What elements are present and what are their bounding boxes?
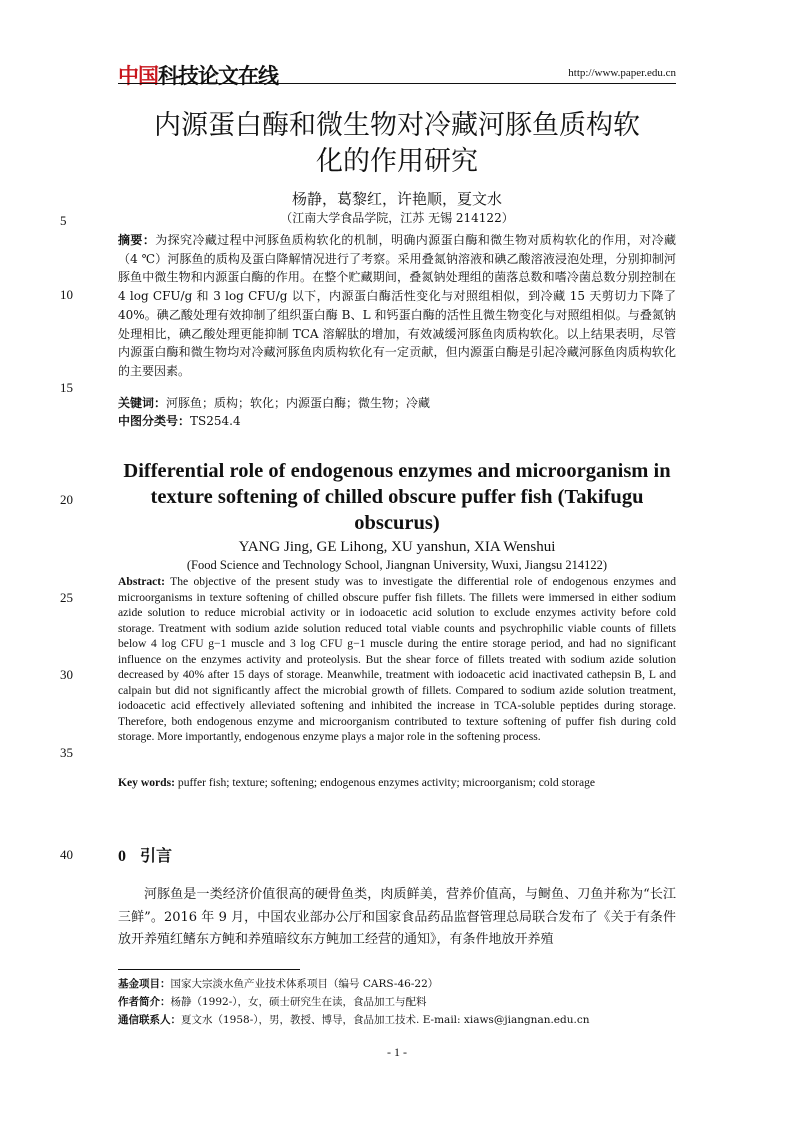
logo-red-text: 中国	[118, 64, 158, 88]
line-number: 25	[60, 590, 73, 605]
line-numbers	[0, 0, 100, 1123]
chinese-abstract	[118, 231, 676, 381]
footnote-divider	[118, 969, 300, 970]
chinese-keywords-label: 关键词：	[118, 396, 167, 410]
chinese-abstract-label: 摘要：	[118, 233, 156, 247]
line-number: 20	[60, 492, 73, 507]
line-number: 15	[60, 380, 73, 395]
footnote-contact	[118, 1011, 676, 1029]
chinese-title-line1: 内源蛋白酶和微生物对冷藏河豚鱼质构软	[154, 110, 640, 141]
fund-label: 基金项目：	[118, 978, 171, 990]
section-heading-introduction	[118, 843, 172, 866]
chinese-keywords-text: 河豚鱼；质构；软化；内源蛋白酶；微生物；冷藏	[166, 396, 431, 410]
classification-number	[118, 412, 676, 430]
header-divider	[118, 83, 676, 84]
english-affiliation: (Food Science and Technology School, Jiangnan University, Wuxi, Jiangsu 214122)	[186, 558, 608, 572]
english-abstract-text: The objective of the present study was to investigate the differential role of endogenous enzymes and microorganisms in texture softening of chilled obscure puffer fish fillets. The fillets were immersed in either sodium azide solution to reduce microbial activity or in iodoacetic acid solution to exclude enzymes activity before cold storage. Treatment with sodium azide solution reduced total viable counts and psychrophilic viable counts of fillets below 4 log CFU g−1 muscle and 3 log CFU g−1 muscle during the entire storage period, and had no significant influence on the enzymes activity and proteolysis. But the shear force of fillets treated with sodium azide solution decreased by 40% after 15 days of storage. Meanwhile, treatment with iodoacetic acid inactivated cathepsin B, L and calpain but did not significantly affect the microbial growth of fillets. Compared to sodium azide solution treatment, iodoacetic acid effectively alleviated softening and inhibited the increase in TCA-soluble peptides during storage. Therefore, both endogenous enzyme and microorganism contributed to texture softening of puffer fish during cold storage. More importantly, endogenous enzyme plays a major role in the softening process.	[118, 575, 676, 743]
english-abstract	[118, 574, 676, 745]
section-number: 0	[118, 848, 126, 865]
journal-logo	[118, 60, 278, 90]
english-keywords-label: Key words:	[118, 776, 175, 789]
chinese-title	[118, 108, 676, 180]
chinese-title-line2: 化的作用研究	[316, 146, 478, 177]
chinese-abstract-text: 为探究冷藏过程中河豚鱼质构软化的机制，明确内源蛋白酶和微生物对质构软化的作用，对冷藏（4 ℃）河豚鱼的质构及蛋白降解情况进行了考察。采用叠氮钠溶液和碘乙酸溶液浸泡处理，分别抑制河豚鱼中微生物和内源蛋白酶的作用。在整个贮藏期间，叠氮钠处理组的菌落总数和嗜冷菌总数分别控制在 4 log CFU/g 和 3 log CFU/g 以下，内源蛋白酶活性变化与对照组相似，到冷藏 15 天剪切力下降了 40%。碘乙酸处理有效抑制了组织蛋白酶 B、L 和钙蛋白酶的活性且微生物变化与对照组相似。与叠氮钠处理相比，碘乙酸处理更能抑制 TCA 溶解肽的增加，有效减缓河豚鱼肉质构软化。以上结果表明，尽管内源蛋白酶和微生物均对冷藏河豚鱼肉质构软化有一定贡献，但内源蛋白酶是引起冷藏河豚鱼肉质构软化的主要因素。	[118, 233, 676, 378]
author-text: 杨静（1992-），女，硕士研究生在读，食品加工与配料	[170, 996, 427, 1008]
line-number: 10	[60, 287, 73, 302]
contact-label: 通信联系人：	[118, 1014, 181, 1026]
english-title: Differential role of endogenous enzymes and microorganism in texture softening of chilled obscure puffer fish (Takifugu obscurus)	[123, 460, 671, 534]
line-number: 30	[60, 667, 73, 682]
contact-text: 夏文水（1958-），男，教授、博导，食品加工技术. E-mail: xiaws@jiangnan.edu.cn	[181, 1014, 590, 1026]
chinese-keywords	[118, 394, 676, 412]
english-abstract-label: Abstract:	[118, 575, 166, 588]
chinese-affiliation: （江南大学食品学院，江苏 无锡 214122）	[280, 211, 514, 225]
footnote-fund	[118, 975, 676, 993]
section-title: 引言	[140, 846, 173, 865]
line-number: 35	[60, 745, 73, 760]
english-keywords-text: puffer fish; texture; softening; endogenous enzymes activity; microorganism; cold storage	[177, 776, 596, 789]
page-number: - 1 -	[387, 1045, 407, 1059]
classification-label: 中图分类号：	[118, 414, 191, 428]
author-label: 作者简介：	[118, 996, 171, 1008]
header-url[interactable]: http://www.paper.edu.cn	[568, 67, 676, 79]
footnote-author	[118, 993, 676, 1011]
footnotes	[118, 975, 676, 1029]
english-keywords	[118, 776, 676, 789]
fund-text: 国家大宗淡水鱼产业技术体系项目（编号 CARS-46-22）	[170, 978, 439, 990]
line-number: 40	[60, 847, 73, 862]
english-authors: YANG Jing, GE Lihong, XU yanshun, XIA Wenshui	[238, 539, 556, 555]
introduction-paragraph: 河豚鱼是一类经济价值很高的硬骨鱼类，肉质鲜美，营养价值高，与鲥鱼、刀鱼并称为“长江三鲜”。2016 年 9 月，中国农业部办公厅和国家食品药品监督管理总局联合发布了《关于有条件放开养殖红鳍东方鲀和养殖暗纹东方鲀加工经营的通知》，有条件地放开养殖	[118, 887, 676, 947]
line-number: 5	[60, 213, 67, 228]
classification-value: TS254.4	[190, 414, 241, 428]
logo-black-text: 科技论文在线	[158, 64, 278, 88]
chinese-authors: 杨静，葛黎红，许艳顺，夏文水	[291, 190, 502, 208]
